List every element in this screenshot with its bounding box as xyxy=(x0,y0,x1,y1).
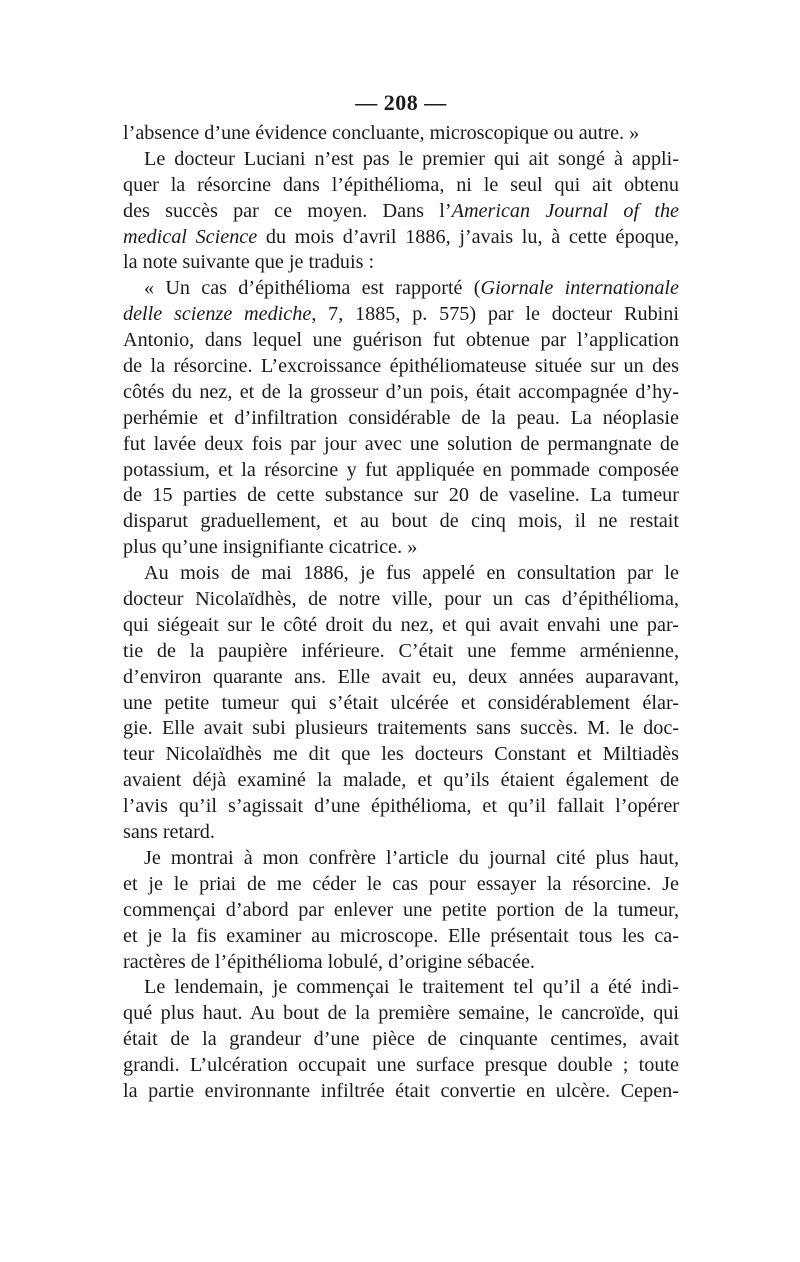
text-line: avaient déjà examiné la malade, et qu’ils étaient également de xyxy=(123,769,679,792)
text-line: docteur Nicolaïdhès, de notre ville, pour un cas d’épithélioma, xyxy=(123,588,679,611)
italic-title: American Journal of the xyxy=(451,199,680,222)
text-line: quer la résorcine dans l’épithélioma, ni le seul qui ait obtenu xyxy=(123,173,679,196)
book-page xyxy=(123,85,679,1105)
text-line: l’avis qu’il s’agissait d’une épithélioma, et qu’il fallait l’opérer xyxy=(123,795,679,818)
text-line: fut lavée deux fois par jour avec une solution de permangnate de xyxy=(123,432,679,455)
text-line: grandi. L’ulcération occupait une surface presque double ; toute xyxy=(123,1054,679,1077)
italic-title: delle scienze mediche xyxy=(123,303,312,326)
text-line: sans retard. xyxy=(123,821,215,844)
text-line: Antonio, dans lequel une guérison fut obtenue par l’application xyxy=(123,329,679,352)
text-line: teur Nicolaïdhès me dit que les docteurs Constant et Miltiadès xyxy=(123,743,679,766)
text-line: d’environ quarante ans. Elle avait eu, deux années auparavant, xyxy=(123,665,679,688)
text-line xyxy=(123,225,679,251)
text-line: plus qu’une insignifiante cicatrice. » xyxy=(123,536,418,559)
text-line: potassium, et la résorcine y fut appliquée en pommade composée xyxy=(123,458,679,481)
text-line xyxy=(123,302,679,328)
text-line: perhémie et d’infiltration considérable de la peau. La néoplasie xyxy=(123,406,679,429)
text-line: de 15 parties de cette substance sur 20 de vaseline. La tumeur xyxy=(123,484,679,507)
text-line: Au mois de mai 1886, je fus appelé en consultation par le xyxy=(144,562,679,585)
text-line: une petite tumeur qui s’était ulcérée et considérablement élar- xyxy=(123,691,679,714)
text-line xyxy=(123,276,679,302)
text-line: tie de la paupière inférieure. C’était une femme arménienne, xyxy=(123,639,679,662)
text-line: l’absence d’une évidence concluante, microscopique ou autre. » xyxy=(123,122,640,144)
text-line: disparut graduellement, et au bout de cinq mois, il ne restait xyxy=(123,510,679,533)
text-line: la note suivante que je traduis : xyxy=(123,251,375,274)
text-segment: , 7, 1885, p. 575) par le docteur Rubini xyxy=(311,303,679,326)
text-line: commençai d’abord par enlever une petite portion de la tumeur, xyxy=(123,898,679,921)
body-text xyxy=(123,121,679,1105)
text-line: côtés du nez, et de la grosseur d’un pois, était accompagnée d’hy- xyxy=(123,380,679,403)
italic-title: medical Science xyxy=(123,225,258,248)
text-line: Le lendemain, je commençai le traitement tel qu’il a été indi- xyxy=(144,976,679,999)
text-line: ractères de l’épithélioma lobulé, d’origine sébacée. xyxy=(123,950,535,973)
text-line: Le docteur Luciani n’est pas le premier qui ait songé à appli- xyxy=(144,147,679,170)
text-line: et je le priai de me céder le cas pour essayer la résorcine. Je xyxy=(123,872,679,895)
text-segment: du mois d’avril 1886, j’avais lu, à cette époque, xyxy=(257,225,679,248)
text-line: et je la fis examiner au microscope. Elle présentait tous les ca- xyxy=(123,924,679,947)
text-line: était de la grandeur d’une pièce de cinquante centimes, avait xyxy=(123,1028,679,1051)
text-line: Je montrai à mon confrère l’article du journal cité plus haut, xyxy=(144,846,679,869)
page-number: — 208 — xyxy=(355,90,447,115)
text-segment: des succès par ce moyen. Dans l’ xyxy=(123,199,452,222)
text-line xyxy=(123,199,679,225)
text-line: qui siégeait sur le côté droit du nez, et qui avait envahi une par- xyxy=(123,613,679,636)
italic-title: Giornale internationale xyxy=(480,277,679,300)
text-line: la partie environnante infiltrée était convertie en ulcère. Cepen- xyxy=(123,1079,679,1102)
text-line: qué plus haut. Au bout de la première semaine, le cancroïde, qui xyxy=(123,1002,679,1025)
text-line: gie. Elle avait subi plusieurs traitements sans succès. M. le doc- xyxy=(123,717,679,740)
text-line: de la résorcine. L’excroissance épithéliomateuse située sur un des xyxy=(123,355,679,378)
text-segment: « Un cas d’épithélioma est rapporté ( xyxy=(144,277,481,300)
